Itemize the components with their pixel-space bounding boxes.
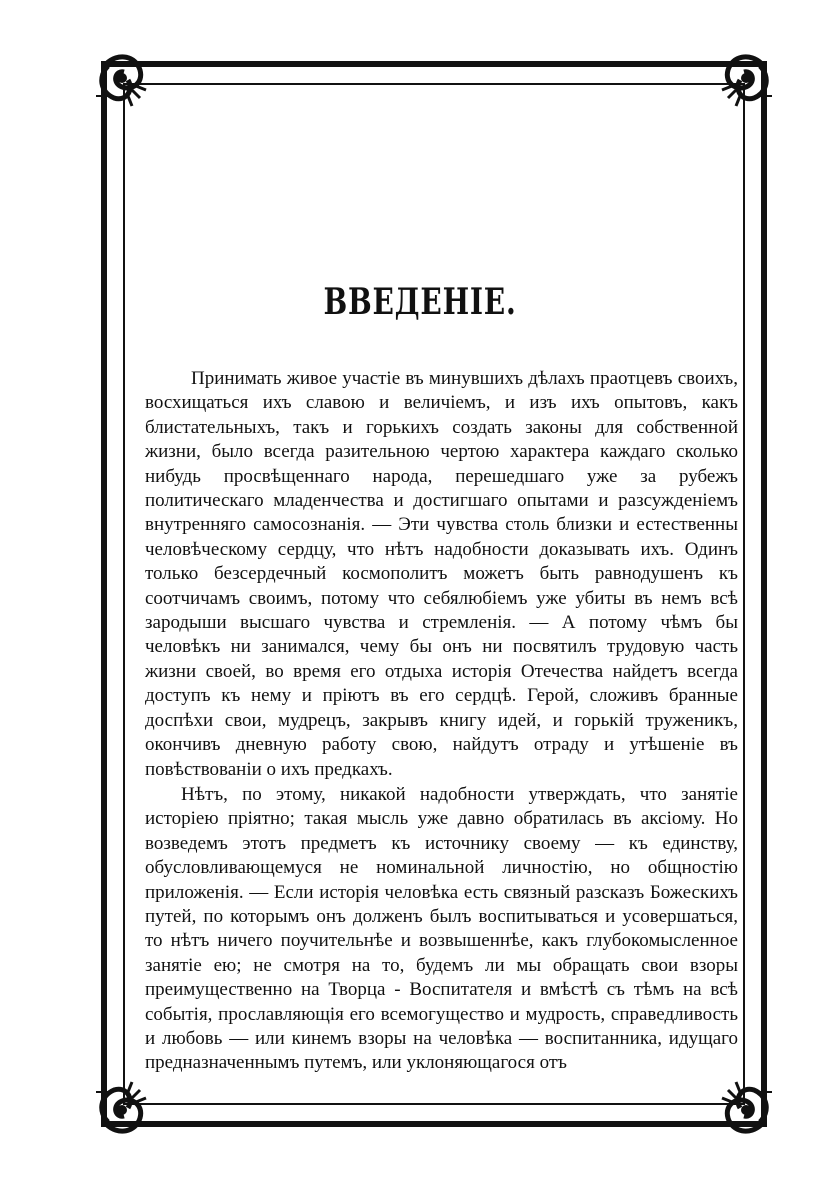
corner-ornament-bottom-right bbox=[722, 1082, 766, 1131]
paragraph: Нѣтъ, по этому, никакой надобности утверждать, что занятіе исторіею пріятно; такая мысль уже давно обратилась въ аксіому. Но возведемъ этотъ предметъ къ источнику своему — къ единству, обусловливающемуся не номинальной личностію, но общностію приложенія. — Если исторія человѣка есть связный разсказъ Божескихъ путей, по которымъ онъ долженъ былъ воспитываться и усовершаться, то нѣтъ ничего поучительнѣе и возвышеннѣе, какъ глубокомысленное занятіе ею; не смотря на то, будемъ ли мы обращать свои взоры преимущественно на Творца - Воспитателя и вмѣстѣ съ тѣмъ на всѣ событія, прославляющія его всемогущество и мудрость, справедливость и любовь — или кинемъ взоры на человѣка — воспитанника, идущаго предназначеннымъ путемъ, или уклоняющагося отъ bbox=[145, 783, 738, 1074]
paragraph: Принимать живое участіе въ минувшихъ дѣлахъ праотцевъ своихъ, восхищаться ихъ славою и величіемъ, и изъ ихъ опытовъ, какъ блистательныхъ, такъ и горькихъ создать законы для собственной жизни, было всегда разительною чертою характера каждаго сколько нибудь просвѣщеннаго народа, перешедшаго уже за рубежъ политическаго младенчества и достигшаго опытами и разсужденіемъ внутренняго самосознанія. — Эти чувства столь близки и естественны человѣческому сердцу, что нѣтъ надобности доказывать ихъ. Одинъ только безсердечный космополитъ можетъ быть равнодушенъ къ соотчичамъ своимъ, потому что себялюбіемъ уже убиты въ немъ всѣ зародыши высшаго чувства и стремленія. — А потому чѣмъ бы человѣкъ ни занимался, чему бы онъ ни посвятилъ трудовую часть жизни своей, во время его отдыха исторія Отечества найдетъ всегда доступъ къ нему и пріютъ въ его сердцѣ. Герой, сложивъ бранные доспѣхи свои, мудрецъ, закрывъ книгу идей, и горькій труженикъ, окончивъ дневную работу свою, найдутъ отраду и утѣшеніе въ повѣствованіи о ихъ предкахъ. bbox=[145, 368, 738, 780]
corner-ornament-top-right bbox=[722, 57, 766, 106]
corner-ornament-bottom-left bbox=[102, 1082, 146, 1131]
corner-ornament-top-left bbox=[102, 57, 146, 106]
page-title: ВВЕДЕНІЕ. bbox=[323, 281, 517, 323]
body-text bbox=[145, 367, 738, 1076]
